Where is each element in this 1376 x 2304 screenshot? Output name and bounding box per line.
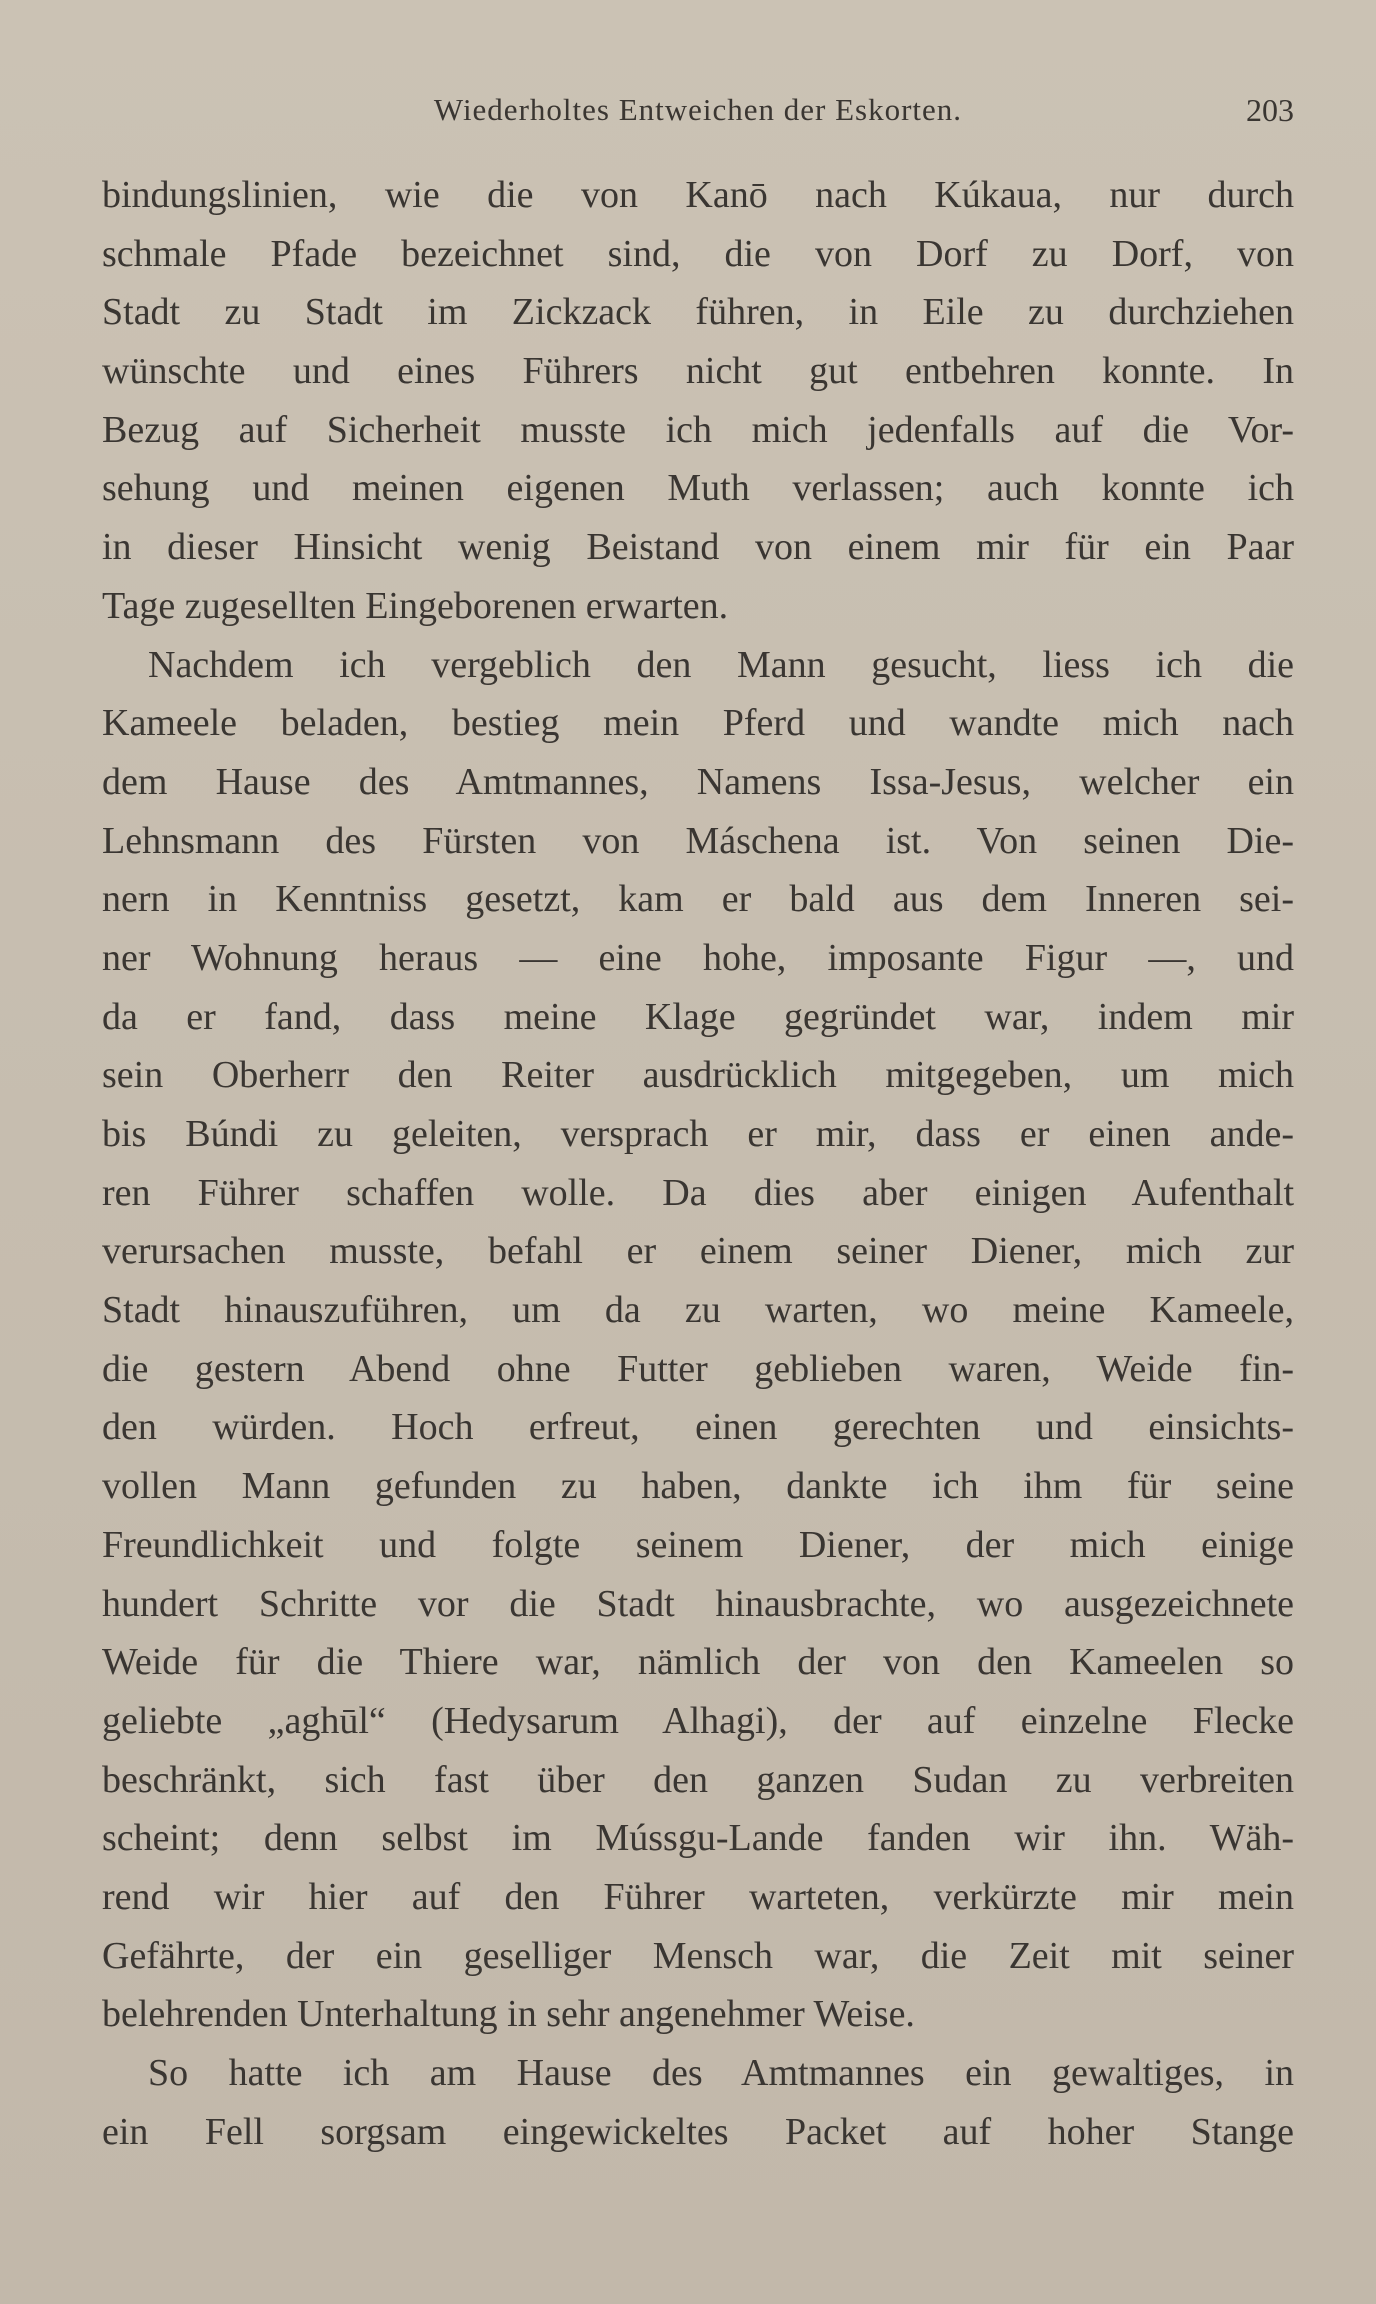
text-line: Weide für die Thiere war, nämlich der von den Kameelen so — [102, 1641, 1294, 1684]
text-line: die gestern Abend ohne Futter geblieben waren, Weide fin- — [102, 1347, 1294, 1390]
body-text — [102, 166, 1294, 2161]
text-line: Lehnsmann des Fürsten von Máschena ist. Von seinen Die- — [102, 819, 1294, 862]
text-line: sein Oberherr den Reiter ausdrücklich mitgegeben, um mich — [102, 1054, 1294, 1097]
text-line: Nachdem ich vergeblich den Mann gesucht, liess ich die — [148, 643, 1294, 686]
text-line: belehrenden Unterhaltung in sehr angenehmer Weise. — [102, 1993, 915, 2036]
text-line: bis Búndi zu geleiten, versprach er mir, dass er einen ande- — [102, 1113, 1294, 1155]
text-line: beschränkt, sich fast über den ganzen Sudan zu verbreiten — [102, 1758, 1294, 1801]
running-head — [102, 88, 1294, 132]
text-line: Kameele beladen, bestieg mein Pferd und wandte mich nach — [102, 702, 1294, 745]
text-line: verursachen musste, befahl er einem seiner Diener, mich zur — [102, 1230, 1294, 1273]
text-line: geliebte „aghūl“ (Hedysarum Alhagi), der auf einzelne Flecke — [102, 1699, 1294, 1742]
text-line: ner Wohnung heraus — eine hohe, imposante Figur —, und — [102, 936, 1294, 979]
text-line: schmale Pfade bezeichnet sind, die von Dorf zu Dorf, von — [102, 232, 1294, 275]
text-line: Bezug auf Sicherheit musste ich mich jedenfalls auf die Vor- — [102, 408, 1294, 451]
text-line: Stadt zu Stadt im Zickzack führen, in Eile zu durchziehen — [102, 291, 1294, 334]
text-line: So hatte ich am Hause des Amtmannes ein gewaltiges, in — [148, 2052, 1294, 2094]
text-line: nern in Kenntniss gesetzt, kam er bald aus dem Inneren sei- — [102, 878, 1294, 921]
page-number: 203 — [1246, 92, 1294, 128]
text-line: Freundlichkeit und folgte seinem Diener, der mich einige — [102, 1523, 1294, 1566]
text-line: scheint; denn selbst im Mússgu-Lande fanden wir ihn. Wäh- — [102, 1817, 1294, 1860]
text-line: hundert Schritte vor die Stadt hinausbrachte, wo ausgezeichnete — [102, 1582, 1294, 1625]
text-line: rend wir hier auf den Führer warteten, verkürzte mir mein — [102, 1875, 1294, 1918]
text-line: sehung und meinen eigenen Muth verlassen; auch konnte ich — [102, 467, 1294, 510]
text-line: dem Hause des Amtmannes, Namens Issa-Jesus, welcher ein — [102, 760, 1294, 803]
text-line: Tage zugesellten Eingeborenen erwarten. — [102, 584, 729, 627]
text-line: ein Fell sorgsam eingewickeltes Packet auf hoher Stange — [102, 2110, 1294, 2153]
text-line: ren Führer schaffen wolle. Da dies aber einigen Aufenthalt — [102, 1171, 1294, 1214]
text-line: in dieser Hinsicht wenig Beistand von einem mir für ein Paar — [102, 526, 1294, 569]
text-line: vollen Mann gefunden zu haben, dankte ich ihm für seine — [102, 1465, 1294, 1508]
running-title: Wiederholtes Entweichen der Eskorten. — [433, 92, 963, 127]
text-line: Gefährte, der ein geselliger Mensch war, die Zeit mit seiner — [102, 1934, 1294, 1977]
text-line: bindungslinien, wie die von Kanō nach Kúkaua, nur durch — [102, 174, 1294, 216]
text-line: Stadt hinauszuführen, um da zu warten, wo meine Kameele, — [102, 1289, 1294, 1332]
text-line: wünschte und eines Führers nicht gut entbehren konnte. In — [102, 350, 1294, 393]
text-line: den würden. Hoch erfreut, einen gerechten und einsichts- — [102, 1406, 1294, 1449]
text-line: da er fand, dass meine Klage gegründet war, indem mir — [102, 995, 1294, 1038]
